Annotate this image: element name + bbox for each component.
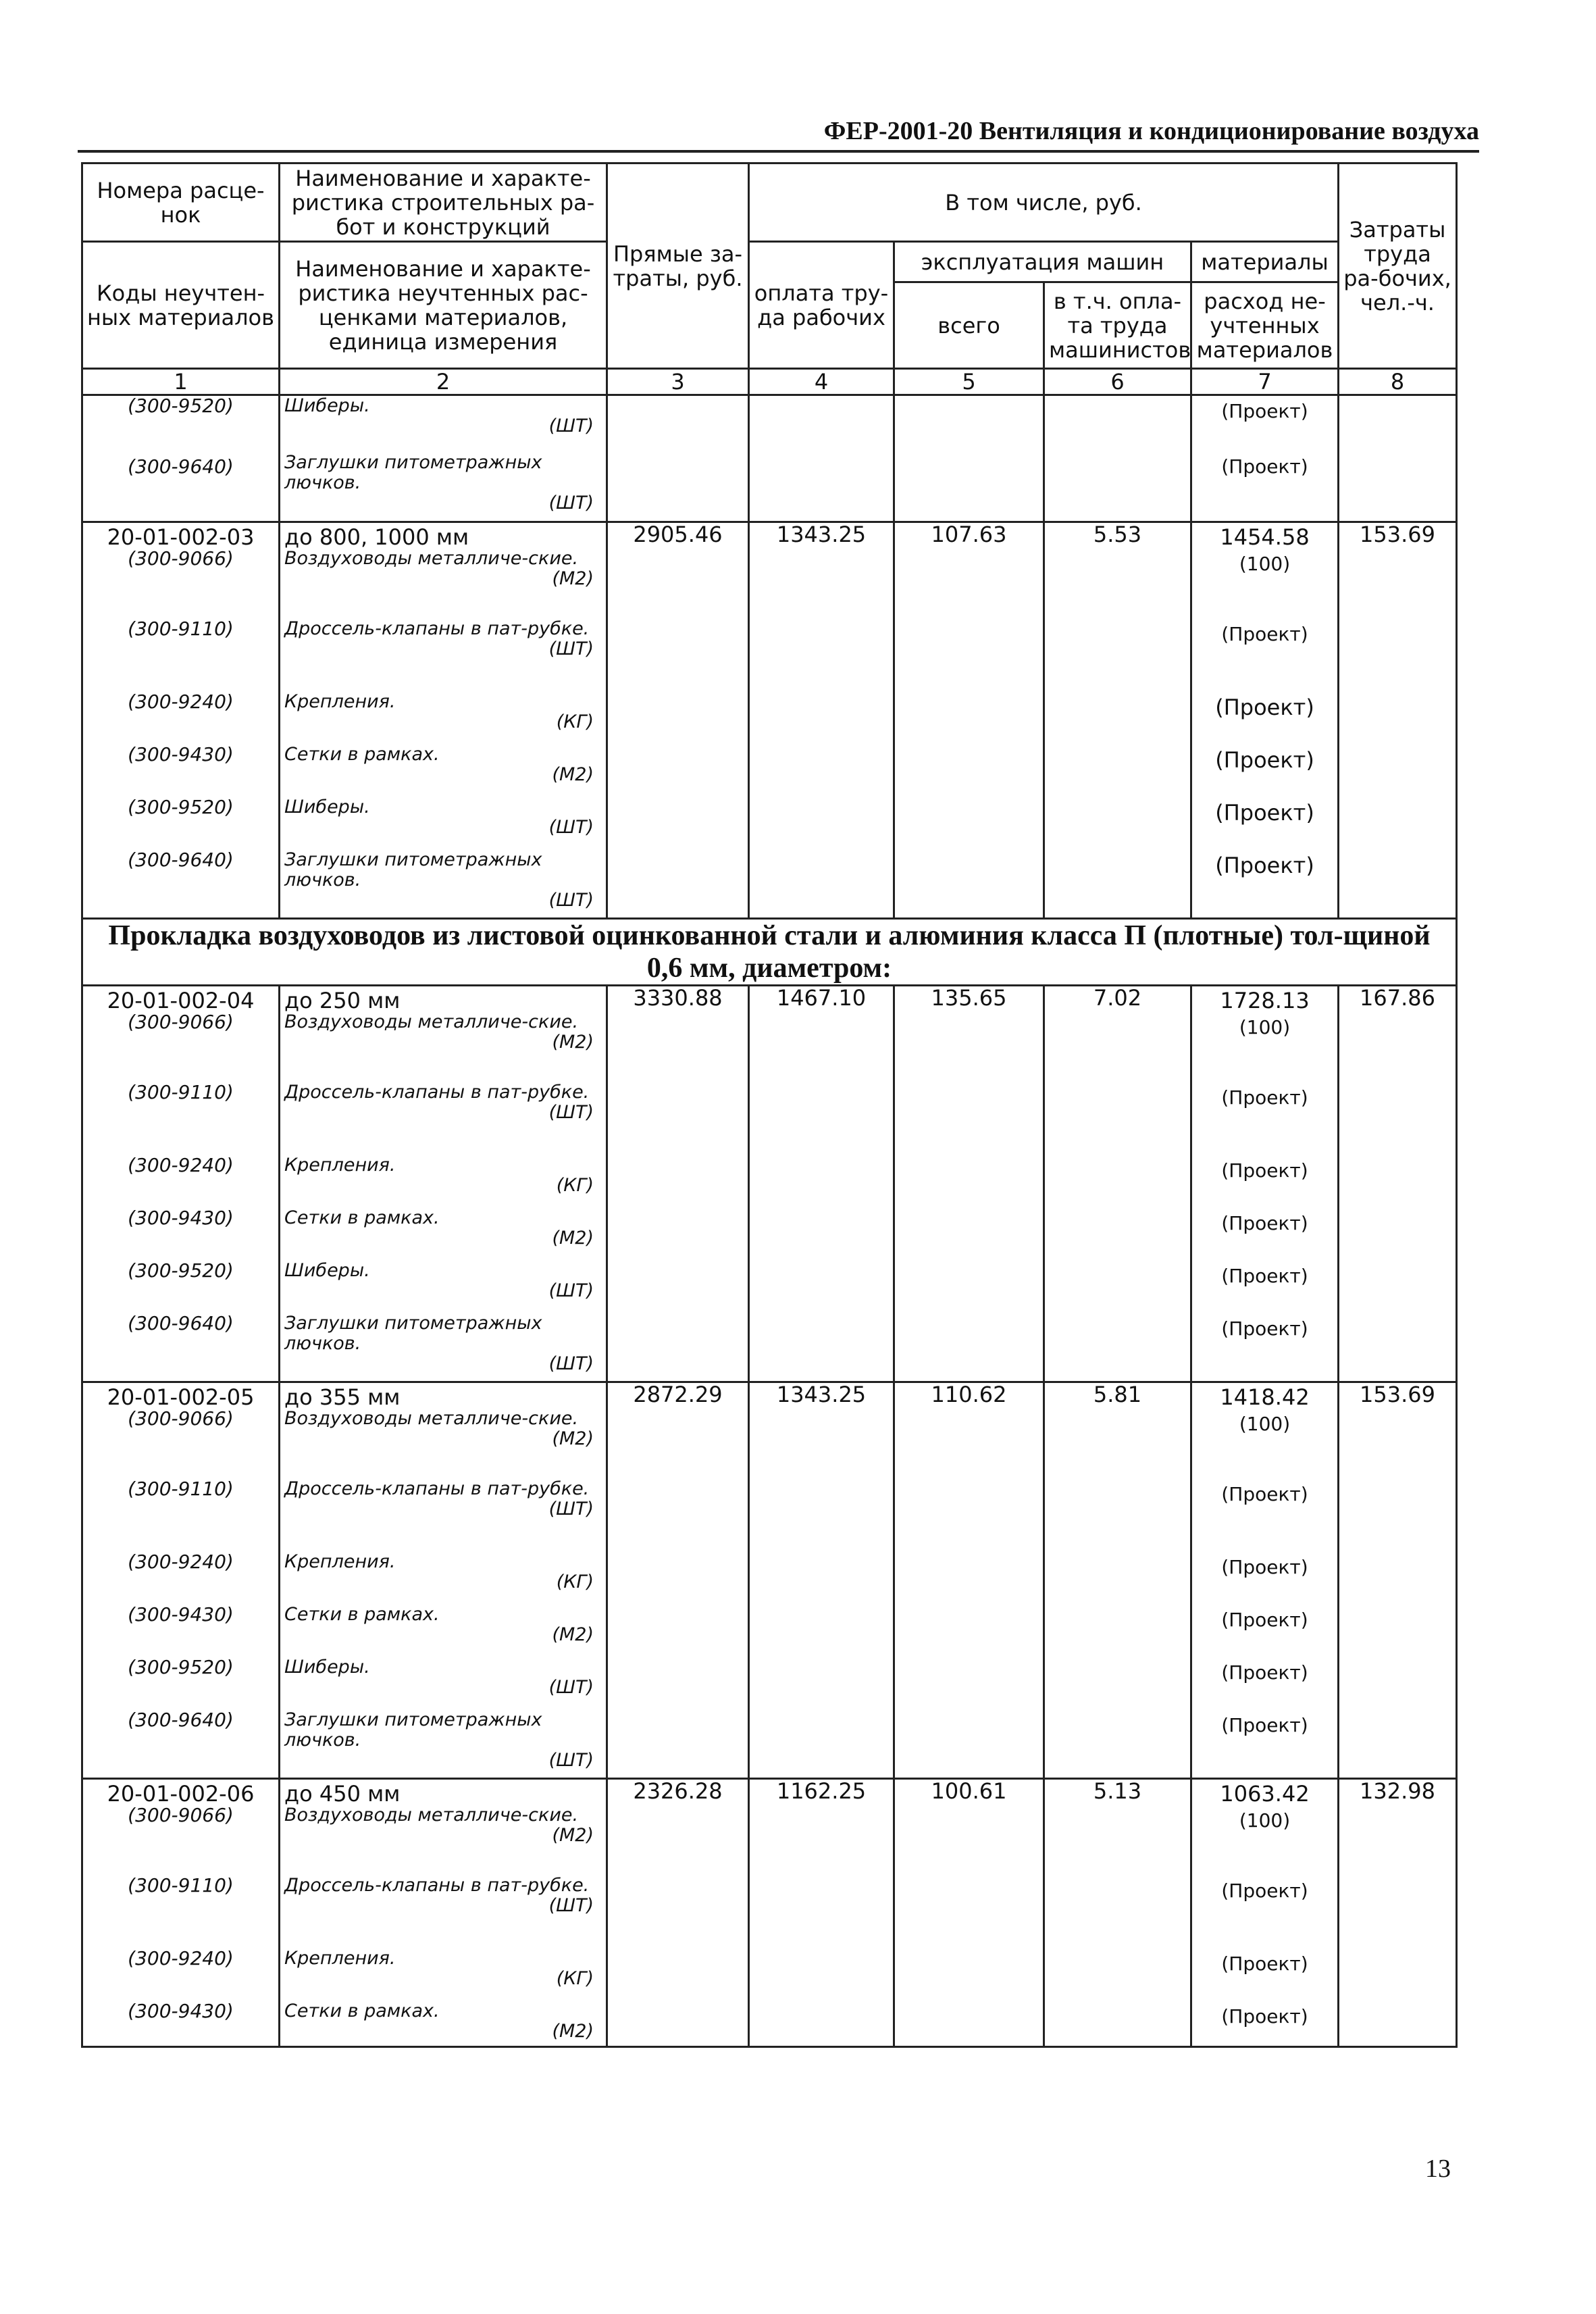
material-name: Дроссель-клапаны в пат-рубке.	[284, 1082, 590, 1103]
column-numbers-row	[82, 369, 1457, 395]
material-name: Воздуховоды металличе-ские.	[284, 1408, 579, 1429]
material-unit: (ШТ)	[548, 493, 594, 513]
material-consumption: (Проект)	[1221, 1880, 1308, 1902]
entry-materials	[1191, 522, 1339, 919]
header-materials: материалы	[1191, 242, 1339, 282]
material-code: (300-9640)	[128, 1312, 234, 1334]
entry-names	[280, 522, 607, 919]
labor-hours: 132.98	[1339, 1779, 1457, 2047]
header-col3: Прямые за-траты, руб.	[607, 164, 749, 369]
material-code: (300-9640)	[128, 849, 234, 871]
material-unit: (ШТ)	[548, 1499, 594, 1519]
machines-total: 110.62	[894, 1382, 1044, 1779]
labor-pay: 1343.25	[749, 522, 894, 919]
column-number: 6	[1044, 369, 1191, 395]
material-code: (300-9430)	[128, 1603, 234, 1626]
material-consumption: (100)	[1239, 1413, 1291, 1435]
material-name: Заглушки питометражных лючков.	[284, 1313, 542, 1354]
material-code: (300-9240)	[128, 1154, 234, 1176]
rate-entry-20-01-002-04	[82, 986, 1457, 1382]
material-unit: (М2)	[552, 764, 594, 785]
material-unit: (КГ)	[556, 1175, 594, 1196]
material-name: Крепления.	[284, 1551, 396, 1572]
material-name: Сетки в рамках.	[284, 744, 440, 765]
material-consumption: (100)	[1239, 1016, 1291, 1038]
direct-costs: 2326.28	[607, 1779, 749, 2047]
material-unit: (М2)	[552, 2021, 594, 2042]
material-consumption: (Проект)	[1221, 1661, 1308, 1684]
section-title: Прокладка воздуховодов из листовой оцинкованной стали и алюминия класса П (плотные) тол-щиной 0,6 мм, диаметром:	[82, 919, 1457, 986]
material-name: Шиберы.	[284, 797, 370, 818]
material-unit: (ШТ)	[548, 890, 594, 911]
header-col7: расход не-учтенных материалов	[1191, 282, 1339, 369]
material-consumption: (Проект)	[1221, 1953, 1308, 1975]
material-code: (300-9240)	[128, 1551, 234, 1573]
material-code: (300-9066)	[128, 1011, 234, 1033]
rate-title: до 800, 1000 мм	[284, 524, 469, 550]
labor-pay: 1162.25	[749, 1779, 894, 2047]
entry-names	[280, 1382, 607, 1779]
material-code: (300-9110)	[128, 1081, 234, 1103]
rate-entry-20-01-002-03	[82, 522, 1457, 919]
material-name: Заглушки питометражных лючков.	[284, 452, 542, 493]
material-code: (300-9430)	[128, 2000, 234, 2022]
column-number: 5	[894, 369, 1044, 395]
continuation-consumption	[1191, 395, 1339, 522]
material-unit: (ШТ)	[548, 1677, 594, 1698]
material-consumption: (Проект)	[1221, 1483, 1308, 1505]
material-consumption: (Проект)	[1221, 623, 1308, 645]
labor-hours: 167.86	[1339, 986, 1457, 1382]
material-code: (300-9640)	[128, 455, 234, 478]
rate-code: 20-01-002-04	[107, 988, 255, 1013]
materials-total: 1728.13	[1220, 988, 1310, 1013]
labor-hours: 153.69	[1339, 1382, 1457, 1779]
labor-hours: 153.69	[1339, 522, 1457, 919]
machinist-pay: 7.02	[1044, 986, 1191, 1382]
material-name: Шиберы.	[284, 1657, 370, 1678]
direct-costs: 3330.88	[607, 986, 749, 1382]
header-col1-bottom: Коды неучтен-ных материалов	[82, 242, 280, 369]
material-unit: (ШТ)	[548, 1353, 594, 1374]
rate-title: до 450 мм	[284, 1781, 401, 1807]
material-code: (300-9110)	[128, 1478, 234, 1500]
header-group-label: В том числе, руб.	[749, 164, 1339, 242]
header-rule	[78, 150, 1479, 153]
material-unit: (ШТ)	[548, 1750, 594, 1771]
labor-pay: 1467.10	[749, 986, 894, 1382]
material-consumption: (Проект)	[1221, 1159, 1308, 1182]
material-name: Воздуховоды металличе-ские.	[284, 548, 579, 569]
material-unit: (КГ)	[556, 1571, 594, 1592]
material-consumption: (Проект)	[1215, 800, 1314, 826]
material-name: Дроссель-клапаны в пат-рубке.	[284, 1478, 590, 1499]
material-unit: (ШТ)	[548, 1102, 594, 1123]
header-machines: эксплуатация машин	[894, 242, 1191, 282]
entry-codes	[82, 986, 280, 1382]
material-consumption: (Проект)	[1215, 695, 1314, 720]
material-consumption: (Проект)	[1215, 853, 1314, 878]
page-header-title: ФЕР-2001-20 Вентиляция и кондиционирование воздуха	[823, 117, 1479, 145]
machines-total: 100.61	[894, 1779, 1044, 2047]
material-consumption: (Проект)	[1221, 1086, 1308, 1109]
material-name: Крепления.	[284, 691, 396, 712]
rate-title: до 355 мм	[284, 1384, 401, 1410]
material-name: Дроссель-клапаны в пат-рубке.	[284, 618, 590, 639]
material-consumption: (Проект)	[1215, 747, 1314, 773]
material-code: (300-9520)	[128, 796, 234, 818]
header-col8: Затраты труда ра-бочих, чел.-ч.	[1339, 164, 1457, 369]
material-name: Заглушки питометражных лючков.	[284, 849, 542, 890]
entry-codes	[82, 1382, 280, 1779]
rate-code: 20-01-002-06	[107, 1781, 255, 1807]
material-code: (300-9110)	[128, 1874, 234, 1896]
material-name: Шиберы.	[284, 395, 370, 416]
continuation-codes	[82, 395, 280, 522]
header-col1-top: Номера расце-нок	[82, 164, 280, 242]
material-code: (300-9240)	[128, 690, 234, 713]
rate-entry-20-01-002-05	[82, 1382, 1457, 1779]
machinist-pay: 5.13	[1044, 1779, 1191, 2047]
entry-materials	[1191, 1779, 1339, 2047]
entry-names	[280, 1779, 607, 2047]
rate-code: 20-01-002-03	[107, 524, 255, 550]
direct-costs: 2872.29	[607, 1382, 749, 1779]
labor-pay: 1343.25	[749, 1382, 894, 1779]
material-consumption: (Проект)	[1221, 1317, 1308, 1340]
machines-total: 135.65	[894, 986, 1044, 1382]
header-col5: всего	[894, 282, 1044, 369]
header-col4: оплата тру-да рабочих	[749, 242, 894, 369]
section-heading	[82, 919, 1457, 986]
material-name: Сетки в рамках.	[284, 2001, 440, 2021]
material-code: (300-9430)	[128, 743, 234, 765]
material-unit: (КГ)	[556, 1968, 594, 1989]
material-consumption: (Проект)	[1221, 1714, 1308, 1736]
material-consumption: (Проект)	[1221, 1609, 1308, 1631]
material-consumption: (Проект)	[1221, 1265, 1308, 1287]
material-unit: (М2)	[552, 1032, 594, 1053]
continuation-group	[82, 395, 1457, 522]
column-number: 7	[1191, 369, 1339, 395]
header-col2-top: Наименование и характе-ристика строительных ра-бот и конструкций	[280, 164, 607, 242]
machinist-pay: 5.53	[1044, 522, 1191, 919]
material-name: Сетки в рамках.	[284, 1207, 440, 1228]
rate-code: 20-01-002-05	[107, 1384, 255, 1410]
material-name: Воздуховоды металличе-ские.	[284, 1805, 579, 1826]
direct-costs: 2905.46	[607, 522, 749, 919]
material-consumption: (Проект)	[1221, 400, 1308, 422]
entry-names	[280, 986, 607, 1382]
material-name: Крепления.	[284, 1155, 396, 1176]
material-code: (300-9066)	[128, 1804, 234, 1826]
column-number: 1	[82, 369, 280, 395]
material-unit: (М2)	[552, 1825, 594, 1846]
material-unit: (КГ)	[556, 711, 594, 732]
material-code: (300-9240)	[128, 1947, 234, 1969]
material-name: Заглушки питометражных лючков.	[284, 1709, 542, 1751]
entry-materials	[1191, 1382, 1339, 1779]
material-unit: (ШТ)	[548, 638, 594, 659]
rate-title: до 250 мм	[284, 988, 401, 1013]
material-name: Дроссель-клапаны в пат-рубке.	[284, 1875, 590, 1896]
material-unit: (М2)	[552, 568, 594, 589]
material-unit: (М2)	[552, 1624, 594, 1645]
material-name: Воздуховоды металличе-ские.	[284, 1011, 579, 1032]
material-code: (300-9066)	[128, 547, 234, 570]
material-name: Сетки в рамках.	[284, 1604, 440, 1625]
entry-materials	[1191, 986, 1339, 1382]
page-number: 13	[1425, 2155, 1451, 2183]
column-number: 2	[280, 369, 607, 395]
material-name: Шиберы.	[284, 1260, 370, 1281]
materials-total: 1454.58	[1220, 524, 1310, 550]
material-code: (300-9066)	[128, 1407, 234, 1430]
material-consumption: (Проект)	[1221, 1556, 1308, 1578]
material-code: (300-9430)	[128, 1207, 234, 1229]
material-code: (300-9520)	[128, 395, 234, 417]
machinist-pay: 5.81	[1044, 1382, 1191, 1779]
column-number: 4	[749, 369, 894, 395]
material-name: Крепления.	[284, 1948, 396, 1969]
column-number: 8	[1339, 369, 1457, 395]
material-consumption: (Проект)	[1221, 455, 1308, 478]
rates-table	[81, 162, 1458, 2048]
header-col6: в т.ч. опла-та труда машинистов	[1044, 282, 1191, 369]
material-unit: (ШТ)	[548, 1280, 594, 1301]
material-unit: (ШТ)	[548, 1895, 594, 1916]
material-code: (300-9110)	[128, 618, 234, 640]
materials-total: 1063.42	[1220, 1781, 1310, 1807]
machines-total: 107.63	[894, 522, 1044, 919]
material-unit: (ШТ)	[548, 817, 594, 838]
material-code: (300-9520)	[128, 1259, 234, 1282]
rate-entry-20-01-002-06	[82, 1779, 1457, 2047]
material-code: (300-9640)	[128, 1709, 234, 1731]
table-header	[82, 164, 1457, 395]
material-consumption: (Проект)	[1221, 2005, 1308, 2028]
material-unit: (ШТ)	[548, 416, 594, 436]
materials-total: 1418.42	[1220, 1384, 1310, 1410]
entry-codes	[82, 1779, 280, 2047]
material-consumption: (100)	[1239, 1809, 1291, 1832]
continuation-names	[280, 395, 607, 522]
material-code: (300-9520)	[128, 1656, 234, 1678]
header-col2-bottom: Наименование и характе-ристика неучтенных рас-ценками материалов, единица измерения	[280, 242, 607, 369]
material-unit: (М2)	[552, 1428, 594, 1449]
material-unit: (М2)	[552, 1228, 594, 1249]
material-consumption: (100)	[1239, 553, 1291, 575]
entry-codes	[82, 522, 280, 919]
material-consumption: (Проект)	[1221, 1212, 1308, 1234]
column-number: 3	[607, 369, 749, 395]
